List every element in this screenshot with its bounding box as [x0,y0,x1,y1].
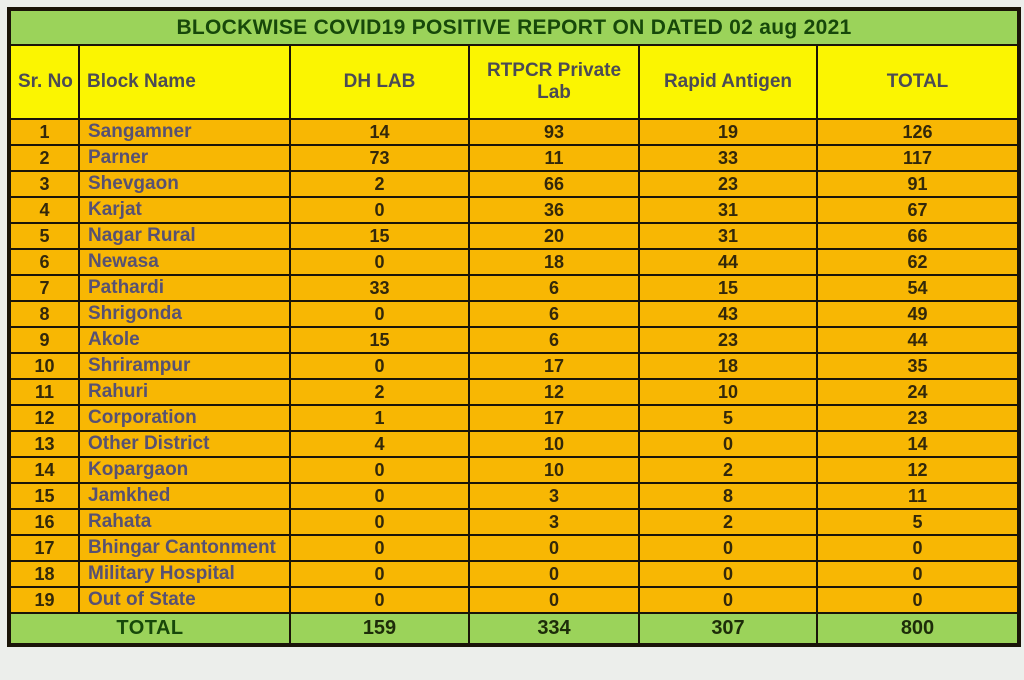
total-cell: 24 [817,379,1019,405]
rtpcr-cell: 0 [469,587,639,613]
sr-no-cell: 12 [9,405,79,431]
table-row [9,197,1019,223]
dh-lab-cell: 1 [290,405,469,431]
table-row [9,327,1019,353]
rtpcr-cell: 18 [469,249,639,275]
block-name-cell: Rahuri [79,379,290,405]
rtpcr-cell: 10 [469,457,639,483]
dh-lab-cell: 14 [290,119,469,145]
rapid-cell: 2 [639,509,817,535]
block-name-cell: Corporation [79,405,290,431]
block-name-cell: Rahata [79,509,290,535]
rapid-cell: 31 [639,197,817,223]
dh-lab-cell: 33 [290,275,469,301]
total-cell: 126 [817,119,1019,145]
dh-lab-cell: 0 [290,197,469,223]
table-row [9,535,1019,561]
total-cell: 0 [817,535,1019,561]
col-header-rapid-antigen: Rapid Antigen [639,45,817,119]
dh-lab-cell: 0 [290,353,469,379]
table-row [9,457,1019,483]
block-name-cell: Other District [79,431,290,457]
block-name-cell: Out of State [79,587,290,613]
block-name-cell: Sangamner [79,119,290,145]
total-cell: 67 [817,197,1019,223]
rapid-cell: 18 [639,353,817,379]
sr-no-cell: 15 [9,483,79,509]
covid-report-table [7,7,1021,647]
sr-no-cell: 1 [9,119,79,145]
table-row [9,587,1019,613]
rapid-cell: 0 [639,587,817,613]
rapid-cell: 0 [639,431,817,457]
sr-no-cell: 11 [9,379,79,405]
total-cell: 0 [817,587,1019,613]
table-row [9,119,1019,145]
table-row [9,483,1019,509]
rtpcr-cell: 66 [469,171,639,197]
dh-lab-cell: 0 [290,457,469,483]
sr-no-cell: 18 [9,561,79,587]
rtpcr-cell: 0 [469,561,639,587]
total-cell: 0 [817,561,1019,587]
rtpcr-cell: 0 [469,535,639,561]
block-name-cell: Akole [79,327,290,353]
table-row [9,249,1019,275]
dh-lab-cell: 0 [290,301,469,327]
column-header-row [9,45,1019,119]
rtpcr-cell: 17 [469,405,639,431]
total-cell: 5 [817,509,1019,535]
col-header-dh-lab: DH LAB [290,45,469,119]
rapid-cell: 8 [639,483,817,509]
sr-no-cell: 14 [9,457,79,483]
rtpcr-cell: 11 [469,145,639,171]
rapid-cell: 10 [639,379,817,405]
dh-lab-cell: 2 [290,379,469,405]
total-cell: 14 [817,431,1019,457]
rtpcr-cell: 20 [469,223,639,249]
total-cell: 23 [817,405,1019,431]
sr-no-cell: 2 [9,145,79,171]
rapid-cell: 31 [639,223,817,249]
block-name-cell: Shrigonda [79,301,290,327]
total-cell: 54 [817,275,1019,301]
report-title: BLOCKWISE COVID19 POSITIVE REPORT ON DATED 02 aug 2021 [9,9,1019,45]
rapid-cell: 2 [639,457,817,483]
sr-no-cell: 6 [9,249,79,275]
table-row [9,405,1019,431]
table-row [9,301,1019,327]
table-body [9,119,1019,613]
sr-no-cell: 8 [9,301,79,327]
total-rtpcr: 334 [469,613,639,645]
rtpcr-cell: 6 [469,301,639,327]
rtpcr-cell: 6 [469,275,639,301]
dh-lab-cell: 15 [290,223,469,249]
total-cell: 44 [817,327,1019,353]
col-header-total: TOTAL [817,45,1019,119]
rtpcr-cell: 3 [469,483,639,509]
dh-lab-cell: 0 [290,587,469,613]
block-name-cell: Parner [79,145,290,171]
total-cell: 49 [817,301,1019,327]
rapid-cell: 23 [639,171,817,197]
col-header-rtpcr-private-lab: RTPCR Private Lab [469,45,639,119]
block-name-cell: Jamkhed [79,483,290,509]
total-cell: 66 [817,223,1019,249]
total-cell: 12 [817,457,1019,483]
dh-lab-cell: 0 [290,535,469,561]
block-name-cell: Newasa [79,249,290,275]
rapid-cell: 43 [639,301,817,327]
rtpcr-cell: 6 [469,327,639,353]
table-row [9,509,1019,535]
block-name-cell: Karjat [79,197,290,223]
total-cell: 11 [817,483,1019,509]
table-row [9,431,1019,457]
total-row [9,613,1019,645]
table-row [9,223,1019,249]
sr-no-cell: 19 [9,587,79,613]
col-header-sr-no: Sr. No [9,45,79,119]
rapid-cell: 23 [639,327,817,353]
col-header-block-name: Block Name [79,45,290,119]
rtpcr-cell: 3 [469,509,639,535]
total-cell: 62 [817,249,1019,275]
total-label: TOTAL [9,613,290,645]
dh-lab-cell: 0 [290,509,469,535]
table-row [9,171,1019,197]
dh-lab-cell: 0 [290,561,469,587]
dh-lab-cell: 73 [290,145,469,171]
rapid-cell: 5 [639,405,817,431]
block-name-cell: Kopargaon [79,457,290,483]
sr-no-cell: 17 [9,535,79,561]
total-dh-lab: 159 [290,613,469,645]
sr-no-cell: 16 [9,509,79,535]
total-cell: 35 [817,353,1019,379]
total-rapid-antigen: 307 [639,613,817,645]
sr-no-cell: 9 [9,327,79,353]
block-name-cell: Shevgaon [79,171,290,197]
dh-lab-cell: 15 [290,327,469,353]
sr-no-cell: 7 [9,275,79,301]
rtpcr-cell: 93 [469,119,639,145]
rapid-cell: 19 [639,119,817,145]
sr-no-cell: 4 [9,197,79,223]
total-grand: 800 [817,613,1019,645]
dh-lab-cell: 2 [290,171,469,197]
rtpcr-cell: 12 [469,379,639,405]
rapid-cell: 33 [639,145,817,171]
total-cell: 117 [817,145,1019,171]
sr-no-cell: 3 [9,171,79,197]
block-name-cell: Pathardi [79,275,290,301]
dh-lab-cell: 0 [290,249,469,275]
table-row [9,275,1019,301]
rapid-cell: 0 [639,561,817,587]
total-cell: 91 [817,171,1019,197]
table-row [9,353,1019,379]
table-row [9,145,1019,171]
block-name-cell: Nagar Rural [79,223,290,249]
table-row [9,561,1019,587]
block-name-cell: Shrirampur [79,353,290,379]
rapid-cell: 15 [639,275,817,301]
sr-no-cell: 10 [9,353,79,379]
rtpcr-cell: 10 [469,431,639,457]
sr-no-cell: 13 [9,431,79,457]
block-name-cell: Bhingar Cantonment [79,535,290,561]
dh-lab-cell: 4 [290,431,469,457]
block-name-cell: Military Hospital [79,561,290,587]
rtpcr-cell: 17 [469,353,639,379]
rapid-cell: 44 [639,249,817,275]
rtpcr-cell: 36 [469,197,639,223]
rapid-cell: 0 [639,535,817,561]
table-row [9,379,1019,405]
title-row [9,9,1019,45]
sr-no-cell: 5 [9,223,79,249]
dh-lab-cell: 0 [290,483,469,509]
